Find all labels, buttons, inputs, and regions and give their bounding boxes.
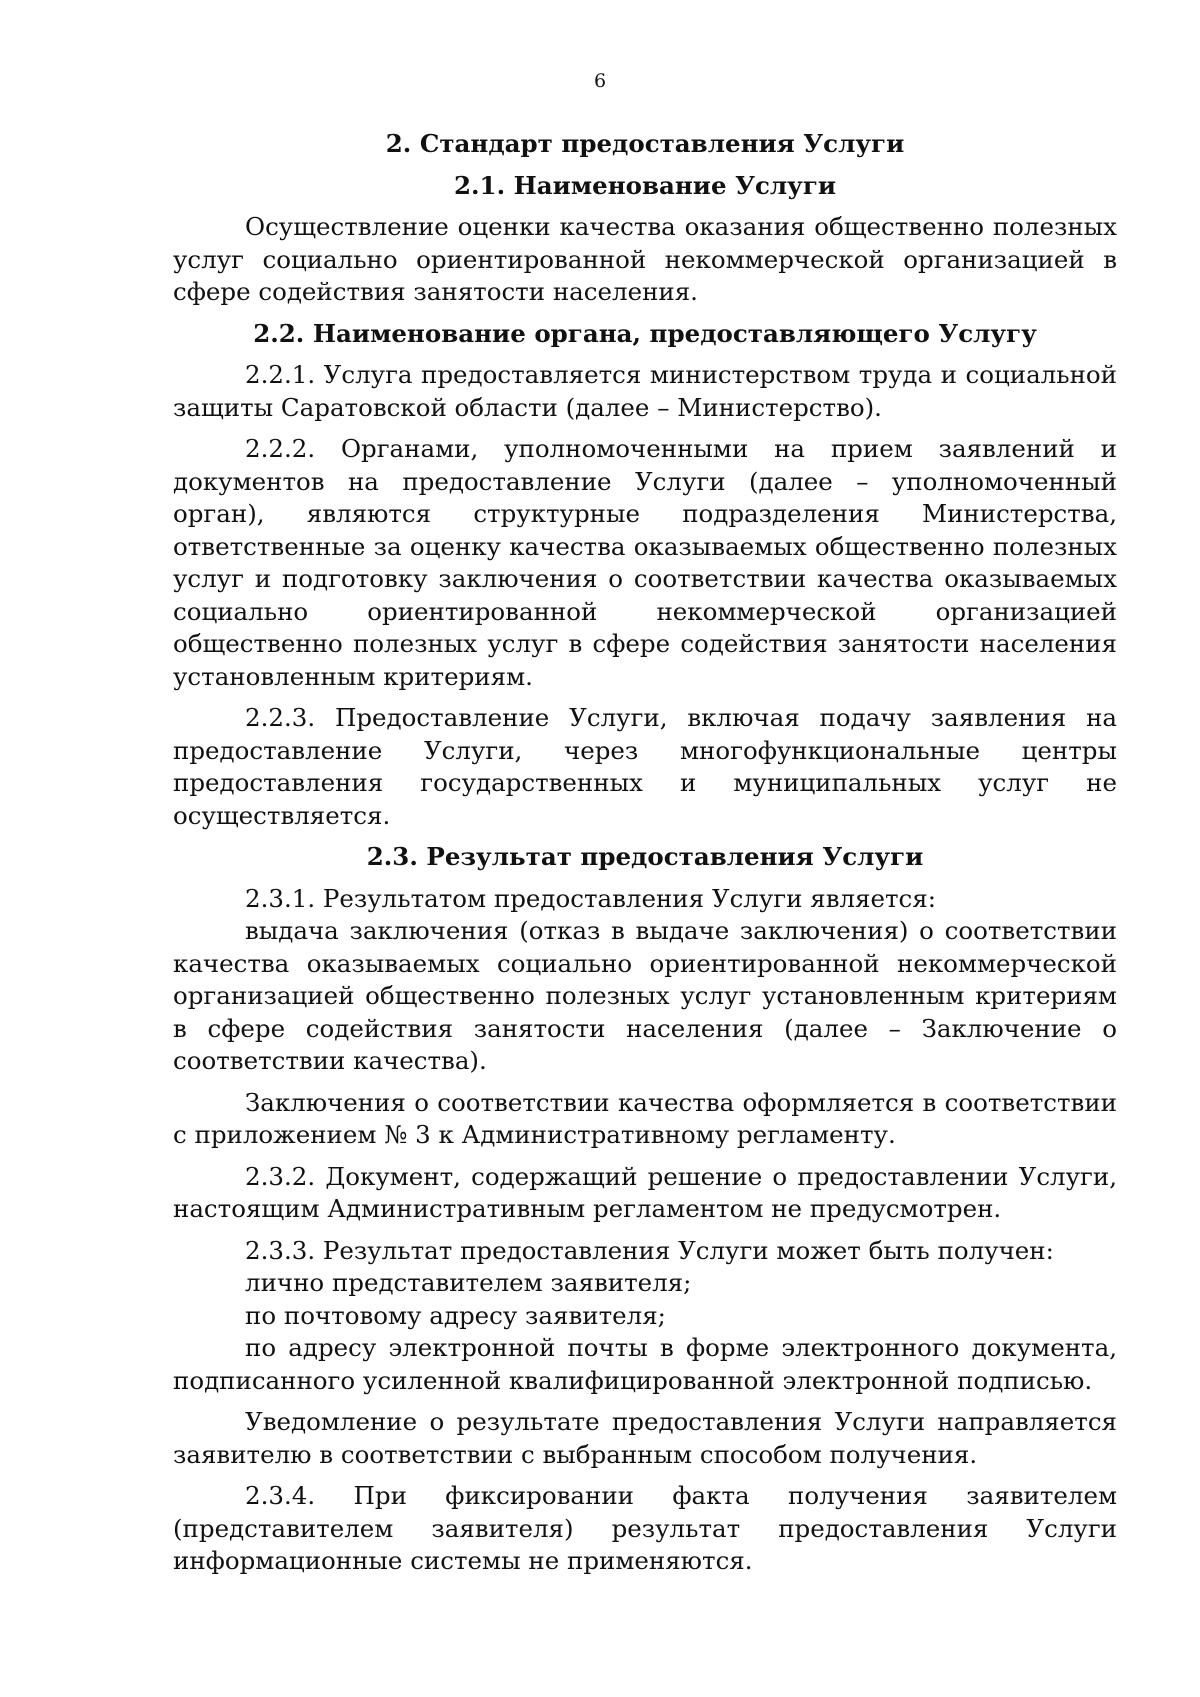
section-2-1-heading: 2.1. Наименование Услуги <box>453 170 837 200</box>
section-2-heading: 2. Стандарт предоставления Услуги <box>385 129 905 158</box>
paragraph-2-3-2: 2.3.2. Документ, содержащий решение о предоставлении Услуги, настоящим Административным регламентом не предусмотрен. <box>173 1161 1117 1223</box>
paragraph-2-3-1: 2.3.1. Результатом предоставления Услуги является: <box>245 883 936 913</box>
paragraph-2-2-2: 2.2.2. Органами, уполномоченными на прием заявлений и документов на предоставление Услуги (далее – уполномоченный орган), являются структурные подразделения Министерства, ответственные за оценку качества оказываемых общественно полезных услуг и подготовку заключения о соответствии качества оказываемых социально ориентированной некоммерческой организацией общественно полезных услуг в сфере содействия занятости населения установленным критериям. <box>173 434 1117 691</box>
paragraph-notification: Уведомление о результате предоставления Услуги направляется заявителю в соответствии с выбранным способом получения. <box>173 1407 1117 1469</box>
paragraph-2-1: Осуществление оценки качества оказания общественно полезных услуг социально ориентированной некоммерческой организацией в сфере содействия занятости населения. <box>173 212 1117 306</box>
list-item: лично представителем заявителя; <box>245 1268 692 1297</box>
document-body <box>173 128 1117 1587</box>
paragraph-2-3-3: 2.3.3. Результат предоставления Услуги может быть получен: <box>245 1235 1054 1265</box>
paragraph-conclusion-form: Заключения о соответствии качества оформляется в соответствии с приложением № 3 к Административному регламенту. <box>173 1087 1117 1149</box>
list-item: по почтовому адресу заявителя; <box>245 1300 666 1330</box>
list-item: по адресу электронной почты в форме электронного документа, подписанного усиленной квалифицированной электронной подписью. <box>173 1333 1117 1395</box>
paragraph-2-3-4: 2.3.4. При фиксировании факта получения заявителем (представителем заявителя) результат предоставления Услуги информационные системы не применяются. <box>173 1481 1117 1575</box>
page-number: 6 <box>593 70 607 92</box>
paragraph-2-2-1: 2.2.1. Услуга предоставляется министерством труда и социальной защиты Саратовской области (далее – Министерство). <box>173 360 1117 422</box>
paragraph-2-2-3: 2.2.3. Предоставление Услуги, включая подачу заявления на предоставление Услуги, через многофункциональные центры предоставления государственных и муниципальных услуг не осуществляется. <box>173 703 1117 830</box>
paragraph-2-3-1-result: выдача заключения (отказ в выдаче заключения) о соответствии качества оказываемых социально ориентированной некоммерческой организацией общественно полезных услуг установленным критериям в сфере содействия занятости населения (далее – Заключение о соответствии качества). <box>173 916 1117 1075</box>
section-2-3-heading: 2.3. Результат предоставления Услуги <box>366 842 924 871</box>
section-2-2-heading: 2.2. Наименование органа, предоставляющего Услугу <box>253 318 1037 348</box>
